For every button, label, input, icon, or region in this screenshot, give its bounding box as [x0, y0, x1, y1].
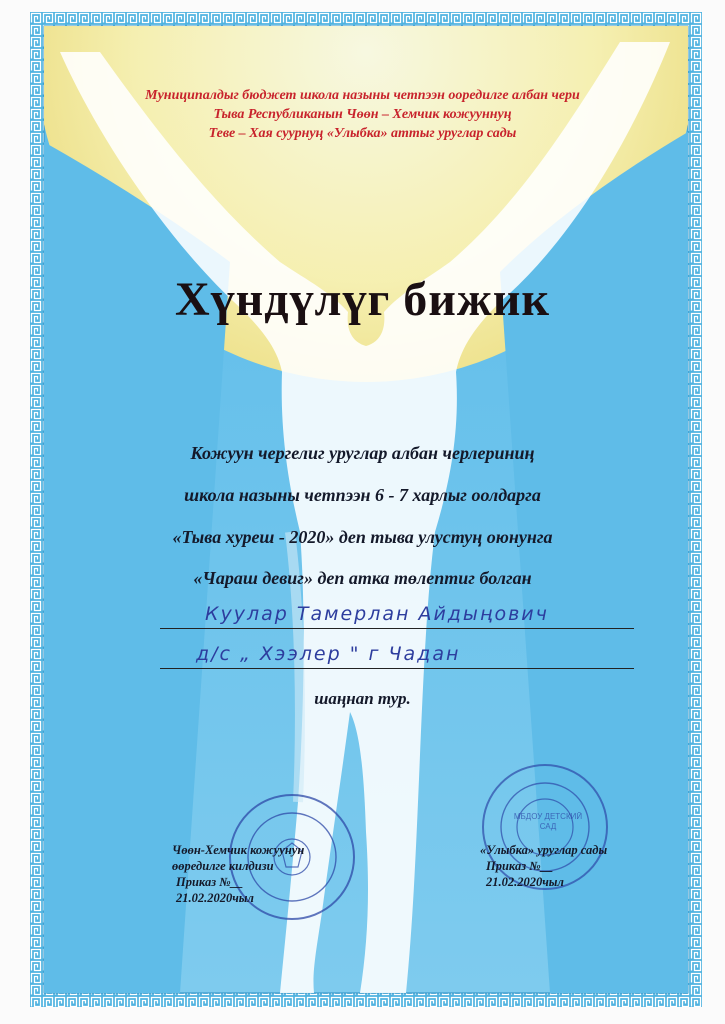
footer-right-line-1: «Улыбка» уруглар сады — [480, 843, 608, 857]
school-underline — [160, 668, 634, 669]
body-line-1: Кожуун чергелиг уруглар албан черлериниң — [190, 443, 535, 463]
stamp-right-text: МБДОУ ДЕТСКИЙ САД — [513, 812, 583, 831]
footer-left-line-4: 21.02.2020чыл — [176, 891, 254, 905]
footer-left-line-1: Чөөн-Хемчик кожуунун — [172, 843, 305, 857]
body-line-4: «Чараш девиг» деп атка төлептиг болган — [193, 568, 532, 588]
footer-right-line-3: 21.02.2020чыл — [486, 875, 564, 889]
name-underline — [160, 628, 634, 629]
footer-right — [480, 842, 607, 890]
header-line-3: Теве – Хая суурнуң «Улыбка» аттыг уруглар сады — [208, 126, 517, 141]
body-line-3: «Тыва хуреш - 2020» деп тыва улустуң оюнунга — [172, 527, 553, 547]
body-closing: шаңнап тур. — [314, 689, 411, 708]
certificate-title: Хүндүлүг бижик — [174, 273, 551, 326]
footer-right-line-2: Приказ №__ — [486, 859, 554, 873]
handwritten-school: д/с „ Хээлер " г Чадан — [196, 643, 461, 665]
header-line-1: Муниципалдыг бюджет школа назыны четпээн ооредилге албан чери — [145, 88, 580, 103]
footer-left — [172, 842, 304, 906]
header-line-2: Тыва Республиканын Чөөн – Хемчик кожууннуң — [213, 107, 512, 122]
footer-left-line-3: Приказ №__ — [176, 875, 244, 889]
footer-left-line-2: өөредилге килдизи — [172, 859, 274, 873]
body-line-2: школа назыны четпээн 6 - 7 харлыг оолдарга — [184, 485, 541, 505]
handwritten-name: Куулар Тамерлан Айдыңович — [205, 603, 549, 625]
